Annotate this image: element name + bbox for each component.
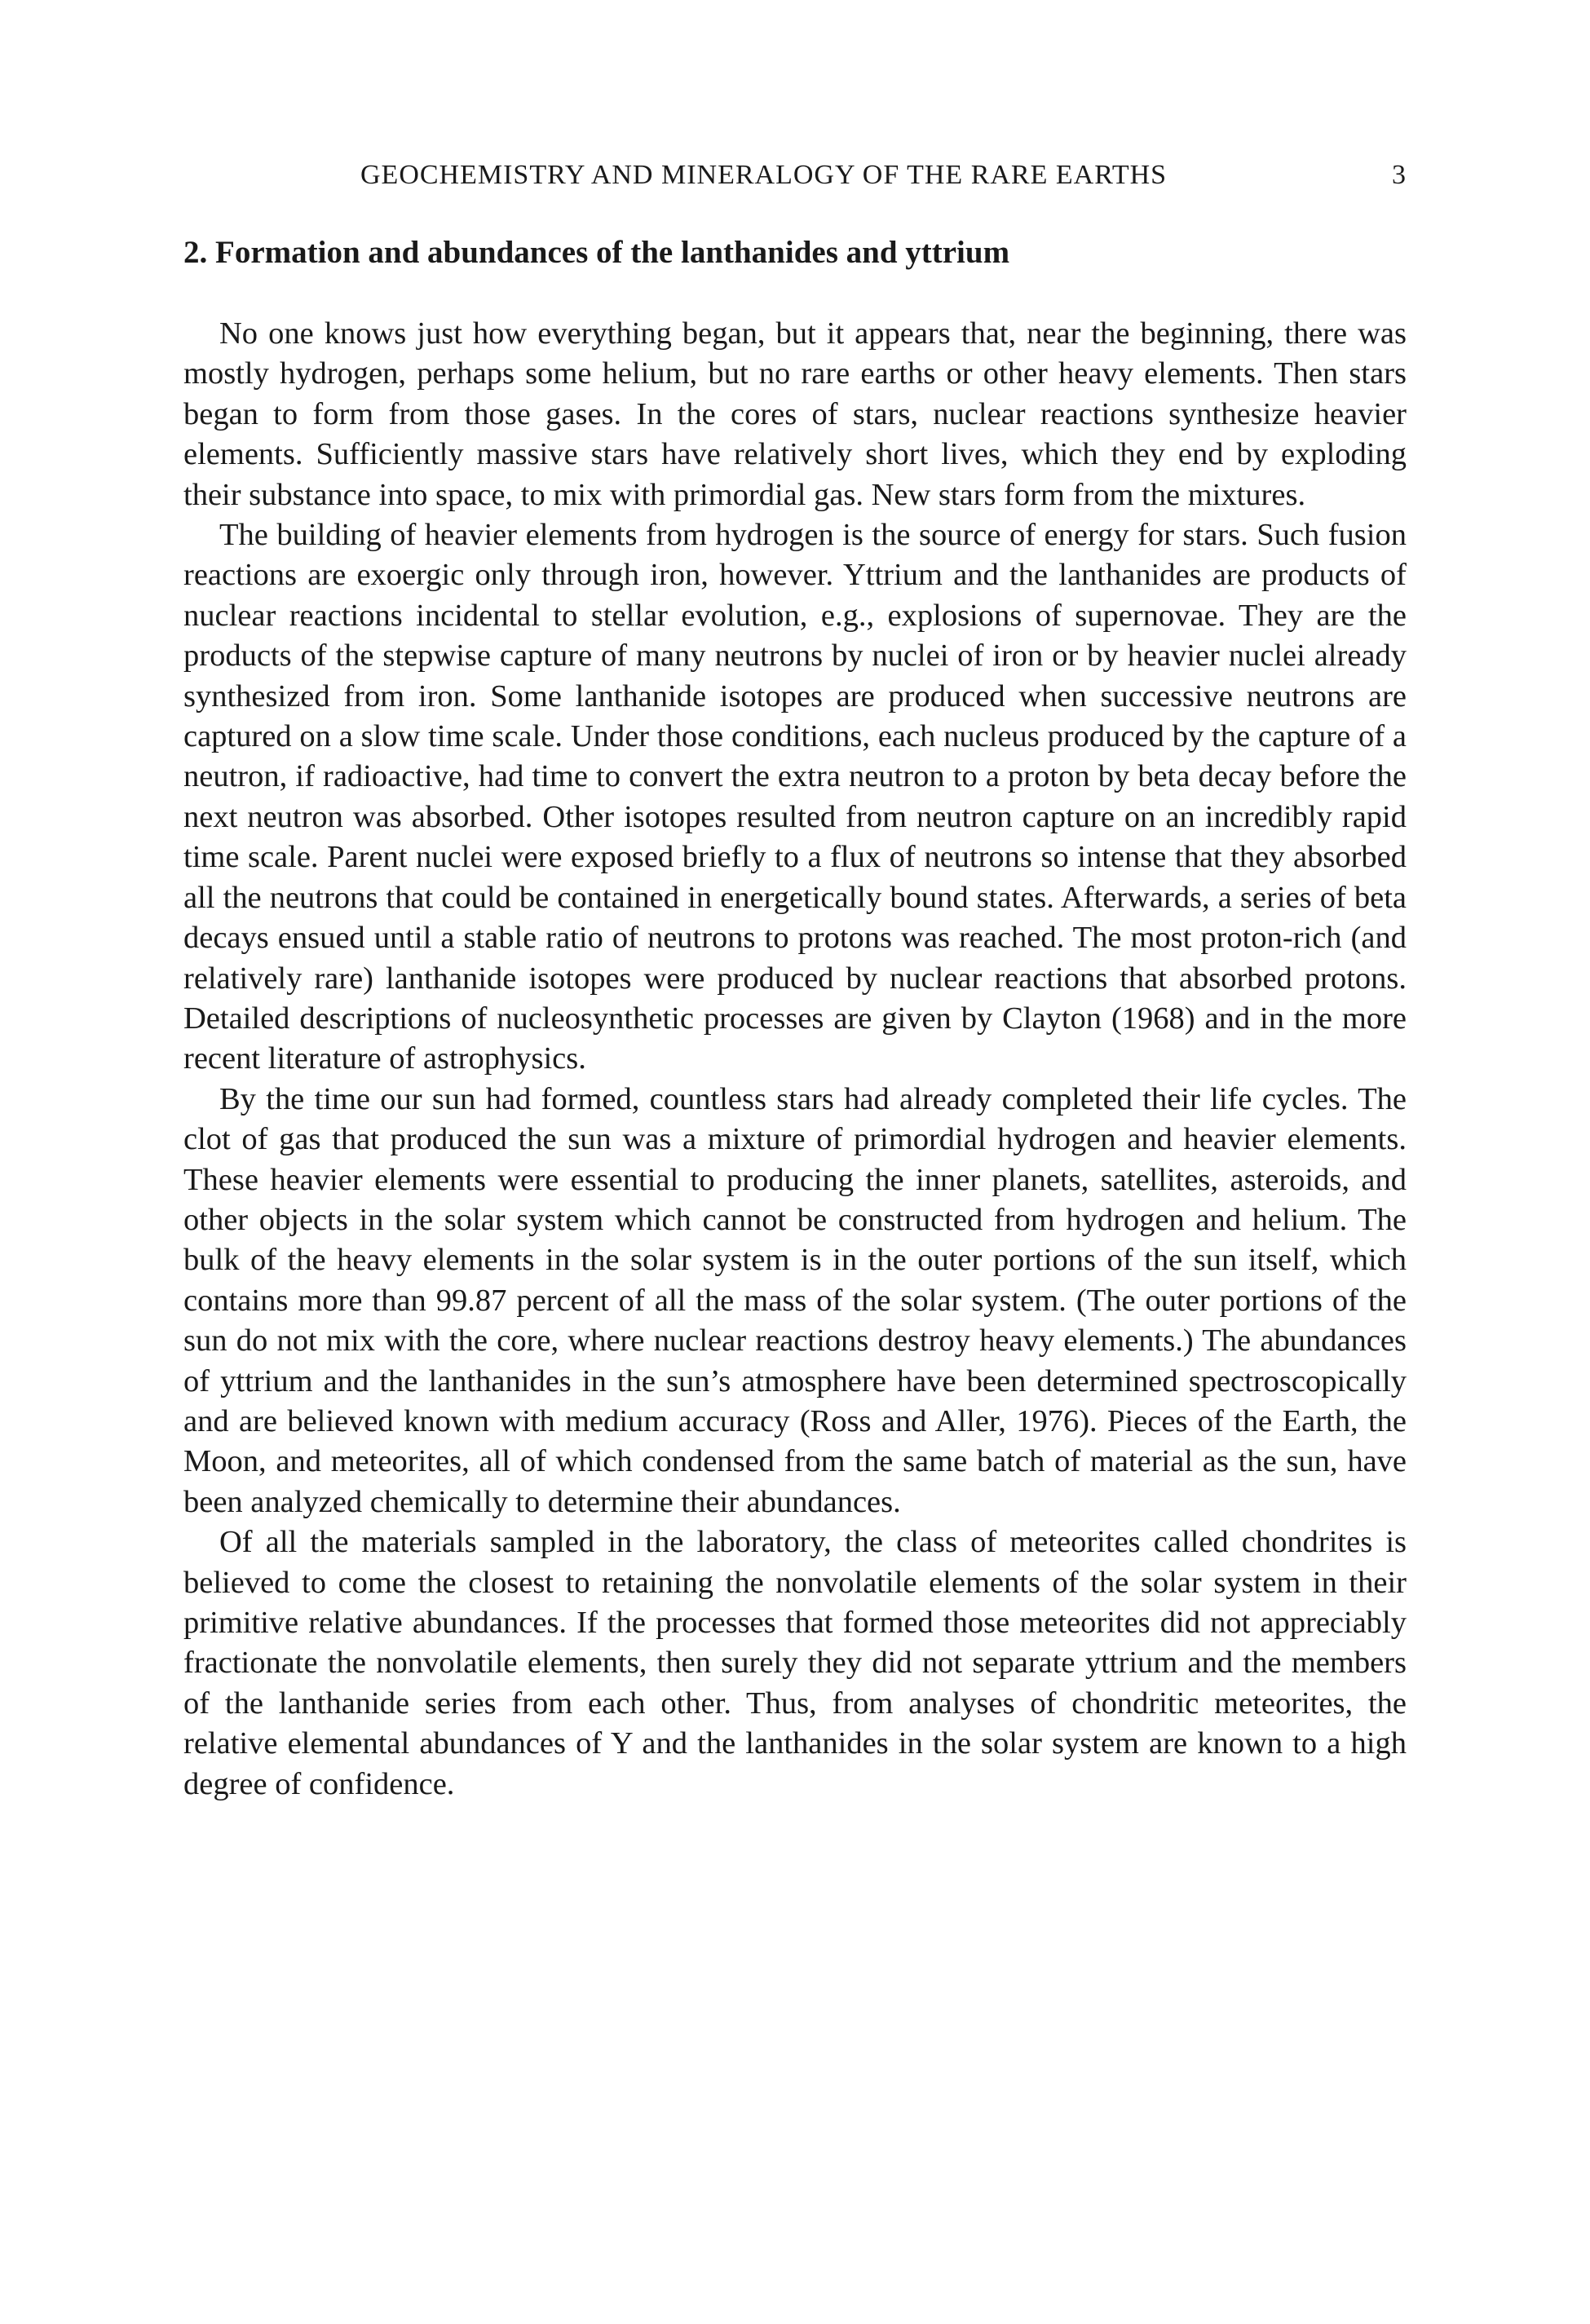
paragraph-2: The building of heavier elements from hydrogen is the source of energy for stars. Such fusion reactions are exoergic only through iron, however. Yttrium and the lanthanides are products of nuclear reactions incidental to stellar evolution, e.g., explosions of supernovae. They are the products of the stepwise capture of many neutrons by nuclei of iron or by heavier nuclei already synthesized from iron. Some lanthanide isotopes are produced when successive neutrons are captured on a slow time scale. Under those conditions, each nucleus produced by the capture of a neutron, if radioactive, had time to convert the extra neutron to a proton by beta decay before the next neutron was absorbed. Other isotopes resulted from neutron capture on an incredibly rapid time scale. Parent nuclei were exposed briefly to a flux of neutrons so intense that they absorbed all the neutrons that could be contained in energetically bound states. Afterwards, a series of beta decays ensued until a stable ratio of neutrons to protons was reached. The most proton-rich (and relatively rare) lanthanide isotopes were produced by nuclear reactions that absorbed protons. Detailed descriptions of nucleosynthetic processes are given by Clayton (1968) and in the more recent literature of astrophysics. [183, 518, 1407, 1076]
section-heading: 2. Formation and abundances of the lanthanides and yttrium [183, 235, 1010, 270]
paragraph-1: No one knows just how everything began, but it appears that, near the beginning, there was mostly hydrogen, perhaps some helium, but no rare earths or other heavy elements. Then stars began to form from those gases. In the cores of stars, nuclear reactions synthesize heavier elements. Sufficiently massive stars have relatively short lives, which they end by exploding their substance into space, to mix with primordial gas. New stars form from the mixtures. [183, 316, 1407, 512]
paragraph-3: By the time our sun had formed, countless stars had already completed their life cycles. The clot of gas that produced the sun was a mixture of primordial hydrogen and heavier elements. These heavier elements were essential to producing the inner planets, satellites, asteroids, and other objects in the solar system which cannot be constructed from hydrogen and helium. The bulk of the heavy elements in the solar system is in the outer portions of the sun itself, which contains more than 99.87 percent of all the mass of the solar system. (The outer portions of the sun do not mix with the core, where nuclear reactions destroy heavy elements.) The abundances of yttrium and the lanthanides in the sun’s atmosphere have been determined spectroscopically and are believed known with medium accuracy (Ross and Aller, 1976). Pieces of the Earth, the Moon, and meteorites, all of which condensed from the same batch of material as the sun, have been analyzed chemically to determine their abundances. [183, 1081, 1407, 1519]
page-number: 3 [1392, 160, 1407, 190]
body-text [183, 314, 1407, 1805]
running-title: GEOCHEMISTRY AND MINERALOGY OF THE RARE EARTHS [360, 160, 1168, 190]
paragraph-4: Of all the materials sampled in the laboratory, the class of meteorites called chondrites is believed to come the closest to retaining the nonvolatile elements of the solar system in their primitive relative abundances. If the processes that formed those meteorites did not appreciably fractionate the nonvolatile elements, then surely they did not separate yttrium and the members of the lanthanide series from each other. Thus, from analyses of chondritic meteorites, the relative elemental abundances of Y and the lanthanides in the solar system are known to a high degree of confidence. [183, 1525, 1407, 1801]
